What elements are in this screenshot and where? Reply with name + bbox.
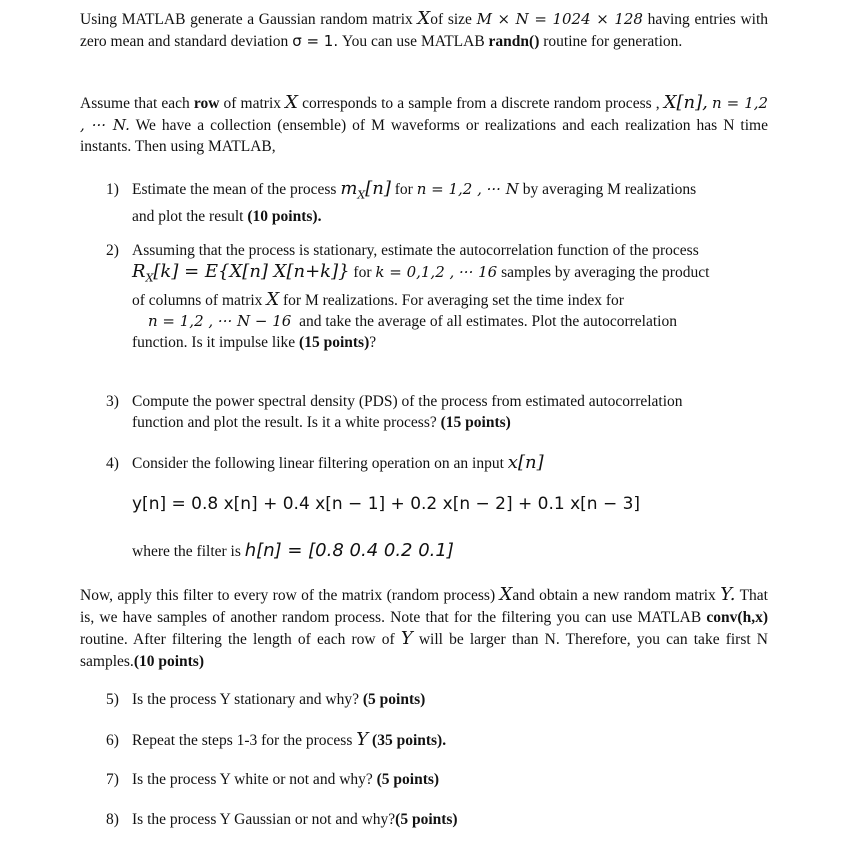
item-6-points: (35 points). bbox=[372, 732, 447, 749]
item-3-number: 3) bbox=[106, 393, 119, 410]
item-3-text-b: function and plot the result. Is it a white process? bbox=[132, 414, 437, 431]
matrix-x-symbol-4: X bbox=[499, 584, 513, 605]
process-y-var: Y bbox=[356, 729, 369, 750]
conv-routine: conv(h,x) bbox=[706, 608, 768, 626]
item-8: 8) Is the process Y Gaussian or not and why?(5 points) bbox=[106, 811, 458, 828]
item-1-number: 1) bbox=[106, 181, 119, 198]
item-7: 7) Is the process Y white or not and why? (5 points) bbox=[106, 771, 440, 788]
item-5-text: Is the process Y stationary and why? bbox=[132, 691, 359, 708]
intro-text: Using MATLAB generate a Gaussian random matrix bbox=[80, 11, 413, 28]
item-3-points: (15 points) bbox=[440, 414, 511, 431]
item-1-points: (10 points). bbox=[247, 207, 322, 225]
item-4-number: 4) bbox=[106, 455, 119, 472]
item-4 bbox=[106, 452, 766, 474]
matrix-x-symbol-2: X bbox=[285, 92, 298, 113]
item-6: 6) Repeat the steps 1-3 for the process Y (35 points). bbox=[106, 729, 447, 750]
input-xn: x[n] bbox=[507, 452, 544, 473]
first-n-text: will be larger than N. Therefore, you can take first N samples. bbox=[80, 631, 769, 670]
randn-routine: randn() bbox=[488, 32, 540, 50]
item-5: 5) Is the process Y stationary and why? (5 points) bbox=[106, 691, 426, 708]
item-1-text-d: and plot the result bbox=[132, 207, 244, 225]
item-5-points: (5 points) bbox=[362, 691, 426, 708]
filter-def-expression: h[n] = [0.8 0.4 0.2 0.1] bbox=[244, 540, 454, 561]
item-2-text-c: samples by averaging the product bbox=[501, 264, 710, 281]
sigma-expression: σ = 1. bbox=[292, 31, 339, 50]
item-2: 2) Assuming that the process is stationary, estimate the autocorrelation function of the process $R_X[k] = E\{X[n]$ X[n+k]} for k = 0,1,2 , ··· 16 samples by averaging the product of columns of matrix X for M realizations. For averaging set the time index for n = 1,2 , ··· N − 16 and take the average of all estimates. Plot the autocorrelation function. Is it impulse like (15 points)? bbox=[106, 242, 710, 351]
matrix-size-expression: M × N = 1024 × 128 bbox=[476, 10, 643, 28]
apply-text: Now, apply this filter to every row of the matrix (random process) bbox=[80, 587, 496, 604]
item-3-text-a: Compute the power spectral density (PDS) of the process from estimated autocorrelation bbox=[132, 393, 683, 410]
item-1-text-a: Estimate the mean of the process bbox=[132, 181, 337, 198]
filter-def-label: where the filter is bbox=[132, 543, 241, 560]
matrix-x-symbol: X bbox=[417, 8, 431, 29]
item-2-n-range: n = 1,2 , ··· N − 16 bbox=[148, 311, 292, 330]
autocorrelation-expression: $R_X[k] = E\{X[n]$ X[n+k]} bbox=[132, 261, 350, 285]
routine-text: routine for bbox=[543, 32, 610, 50]
of-size-text: of size bbox=[430, 11, 472, 28]
item-7-text: Is the process Y white or not and why? bbox=[132, 771, 373, 788]
filter-points: (10 points) bbox=[133, 652, 205, 670]
item-8-points: (5 points) bbox=[395, 811, 458, 828]
of-matrix-text: of matrix bbox=[223, 95, 282, 112]
intro-paragraph bbox=[80, 8, 768, 52]
mean-symbol: $m_X[n]$ bbox=[340, 178, 391, 202]
item-1 bbox=[106, 178, 766, 227]
item-2-text-e: for M realizations. For averaging set the time index for bbox=[283, 291, 624, 309]
filter-equation: y[n] = 0.8 x[n] + 0.4 x[n − 1] + 0.2 x[n − 2] + 0.1 x[n − 3] bbox=[132, 494, 641, 514]
matrix-x-symbol-3: X bbox=[266, 288, 280, 310]
item-8-text: Is the process Y Gaussian or not and why? bbox=[132, 811, 396, 828]
assume-text: Assume that each bbox=[80, 95, 190, 112]
item-3 bbox=[106, 391, 766, 433]
item-2-for: for bbox=[353, 264, 372, 281]
new-matrix-text: and obtain a new random matrix bbox=[512, 587, 716, 604]
item-2-points: (15 points) bbox=[299, 333, 370, 351]
corresponds-text: corresponds to a sample from a discrete random process , bbox=[302, 95, 660, 112]
item-7-points: (5 points) bbox=[376, 771, 440, 788]
item-2-number: 2) bbox=[106, 242, 119, 259]
intro-line3: generation. bbox=[612, 32, 683, 50]
item-1-for: for bbox=[394, 181, 413, 198]
note-text: That is, we have samples of another random process. Note that for the filtering you can use MATLAB bbox=[80, 587, 768, 626]
matlab-text: You can use MATLAB bbox=[342, 32, 485, 50]
item-1-n-range: n = 1,2 , ··· N bbox=[416, 180, 519, 198]
item-1-text-c: by averaging M realizations bbox=[522, 181, 697, 198]
collection-text: We have a collection (ensemble) of M waveforms or realizations and each realization has N time instants. Then using MATLAB, bbox=[80, 116, 768, 155]
after-filter-text: routine. After filtering the length of each row of bbox=[80, 631, 395, 648]
row-bold: row bbox=[193, 95, 220, 112]
k-range-expression: k = 0,1,2 , ··· 16 bbox=[375, 263, 498, 281]
having-text: having bbox=[647, 11, 690, 28]
assumption-paragraph bbox=[80, 92, 768, 158]
item-6-text: Repeat the steps 1-3 for the process bbox=[132, 732, 353, 749]
item-4-text-a: Consider the following linear filtering operation on an input bbox=[132, 455, 504, 472]
item-2-text-g: function. Is it impulse like bbox=[132, 333, 296, 351]
filter-definition bbox=[132, 540, 792, 562]
filter-paragraph bbox=[80, 584, 768, 672]
intro-line2: entries with zero mean and standard deviation bbox=[80, 11, 769, 50]
matrix-y-symbol: Y. bbox=[720, 584, 736, 605]
item-2-text-a: Assuming that the process is stationary, estimate the autocorrelation function of the process bbox=[132, 242, 699, 259]
item-2-text-d: of columns of matrix bbox=[132, 291, 263, 309]
process-xn: X[n], bbox=[663, 92, 708, 113]
n-range-expression: n = 1,2 , ··· N. bbox=[80, 94, 769, 134]
matrix-y-symbol-2: Y bbox=[400, 628, 413, 649]
item-2-text-f: and take the average of all estimates. Plot the autocorrelation bbox=[299, 312, 677, 330]
